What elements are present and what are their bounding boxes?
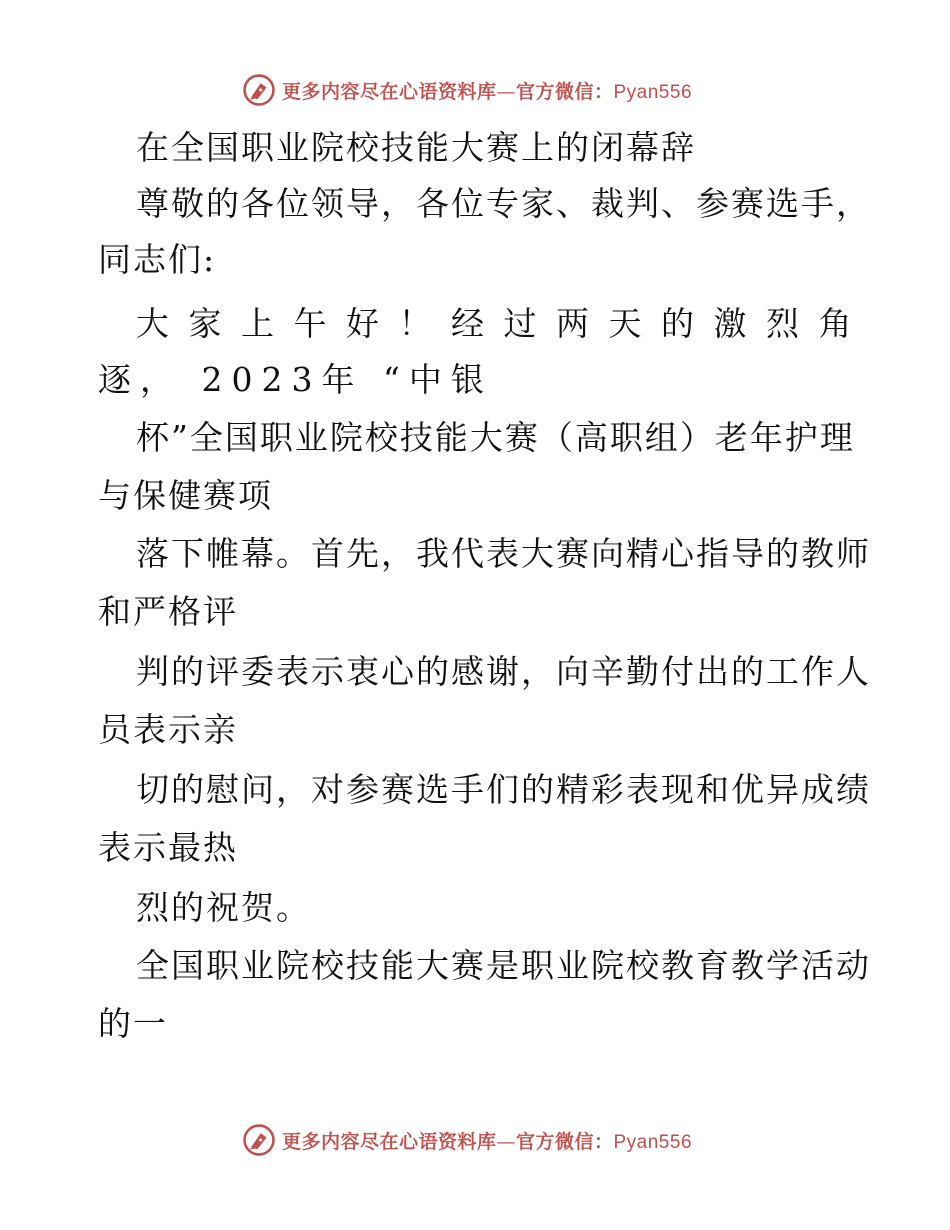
body-text-line: 烈的祝贺。: [136, 888, 311, 927]
watermark-dash: —: [496, 80, 516, 103]
pen-nib-logo-icon: [242, 1123, 276, 1157]
body-text-line: 表示最热: [98, 828, 238, 867]
body-text-line: 员表示亲: [98, 710, 238, 749]
body-text-line: 逐， 2023年 “中银: [98, 360, 493, 399]
watermark-account: Pyan556: [613, 1131, 693, 1153]
watermark-slogan: 更多内容尽在心语资料库: [281, 80, 497, 103]
header-watermark: [0, 70, 950, 110]
body-text-line: 的一: [98, 1004, 168, 1043]
body-text-line: 判的评委表示衷心的感谢，向辛勤付出的工作人: [136, 652, 871, 691]
watermark-slogan: 更多内容尽在心语资料库: [281, 1130, 497, 1153]
watermark-group: [242, 1123, 692, 1157]
watermark-text: [282, 1127, 692, 1154]
pen-nib-logo-icon: [242, 73, 276, 107]
body-text-line: 切的慰问，对参赛选手们的精彩表现和优异成绩: [136, 770, 871, 809]
footer-watermark: [0, 1120, 950, 1160]
watermark-text: [282, 77, 692, 104]
watermark-label: 官方微信：: [515, 80, 614, 103]
salutation-line: 同志们:: [98, 240, 217, 279]
watermark-group: [242, 73, 692, 107]
body-text-line: 杯”全国职业院校技能大赛（高职组）老年护理: [136, 418, 855, 457]
watermark-account: Pyan556: [613, 81, 693, 103]
body-text-line: 全国职业院校技能大赛是职业院校教育教学活动: [136, 946, 871, 985]
body-text-line: 和严格评: [98, 592, 238, 631]
body-text-line: 大家上午好！经过两天的激烈角: [136, 304, 871, 343]
document-title: 在全国职业院校技能大赛上的闭幕辞: [136, 128, 696, 167]
body-text-line: 落下帷幕。首先，我代表大赛向精心指导的教师: [136, 534, 871, 573]
salutation-line: 尊敬的各位领导，各位专家、裁判、参赛选手，: [136, 184, 871, 223]
watermark-label: 官方微信：: [515, 1130, 614, 1153]
body-text-line: 与保健赛项: [98, 476, 273, 515]
watermark-dash: —: [496, 1130, 516, 1153]
